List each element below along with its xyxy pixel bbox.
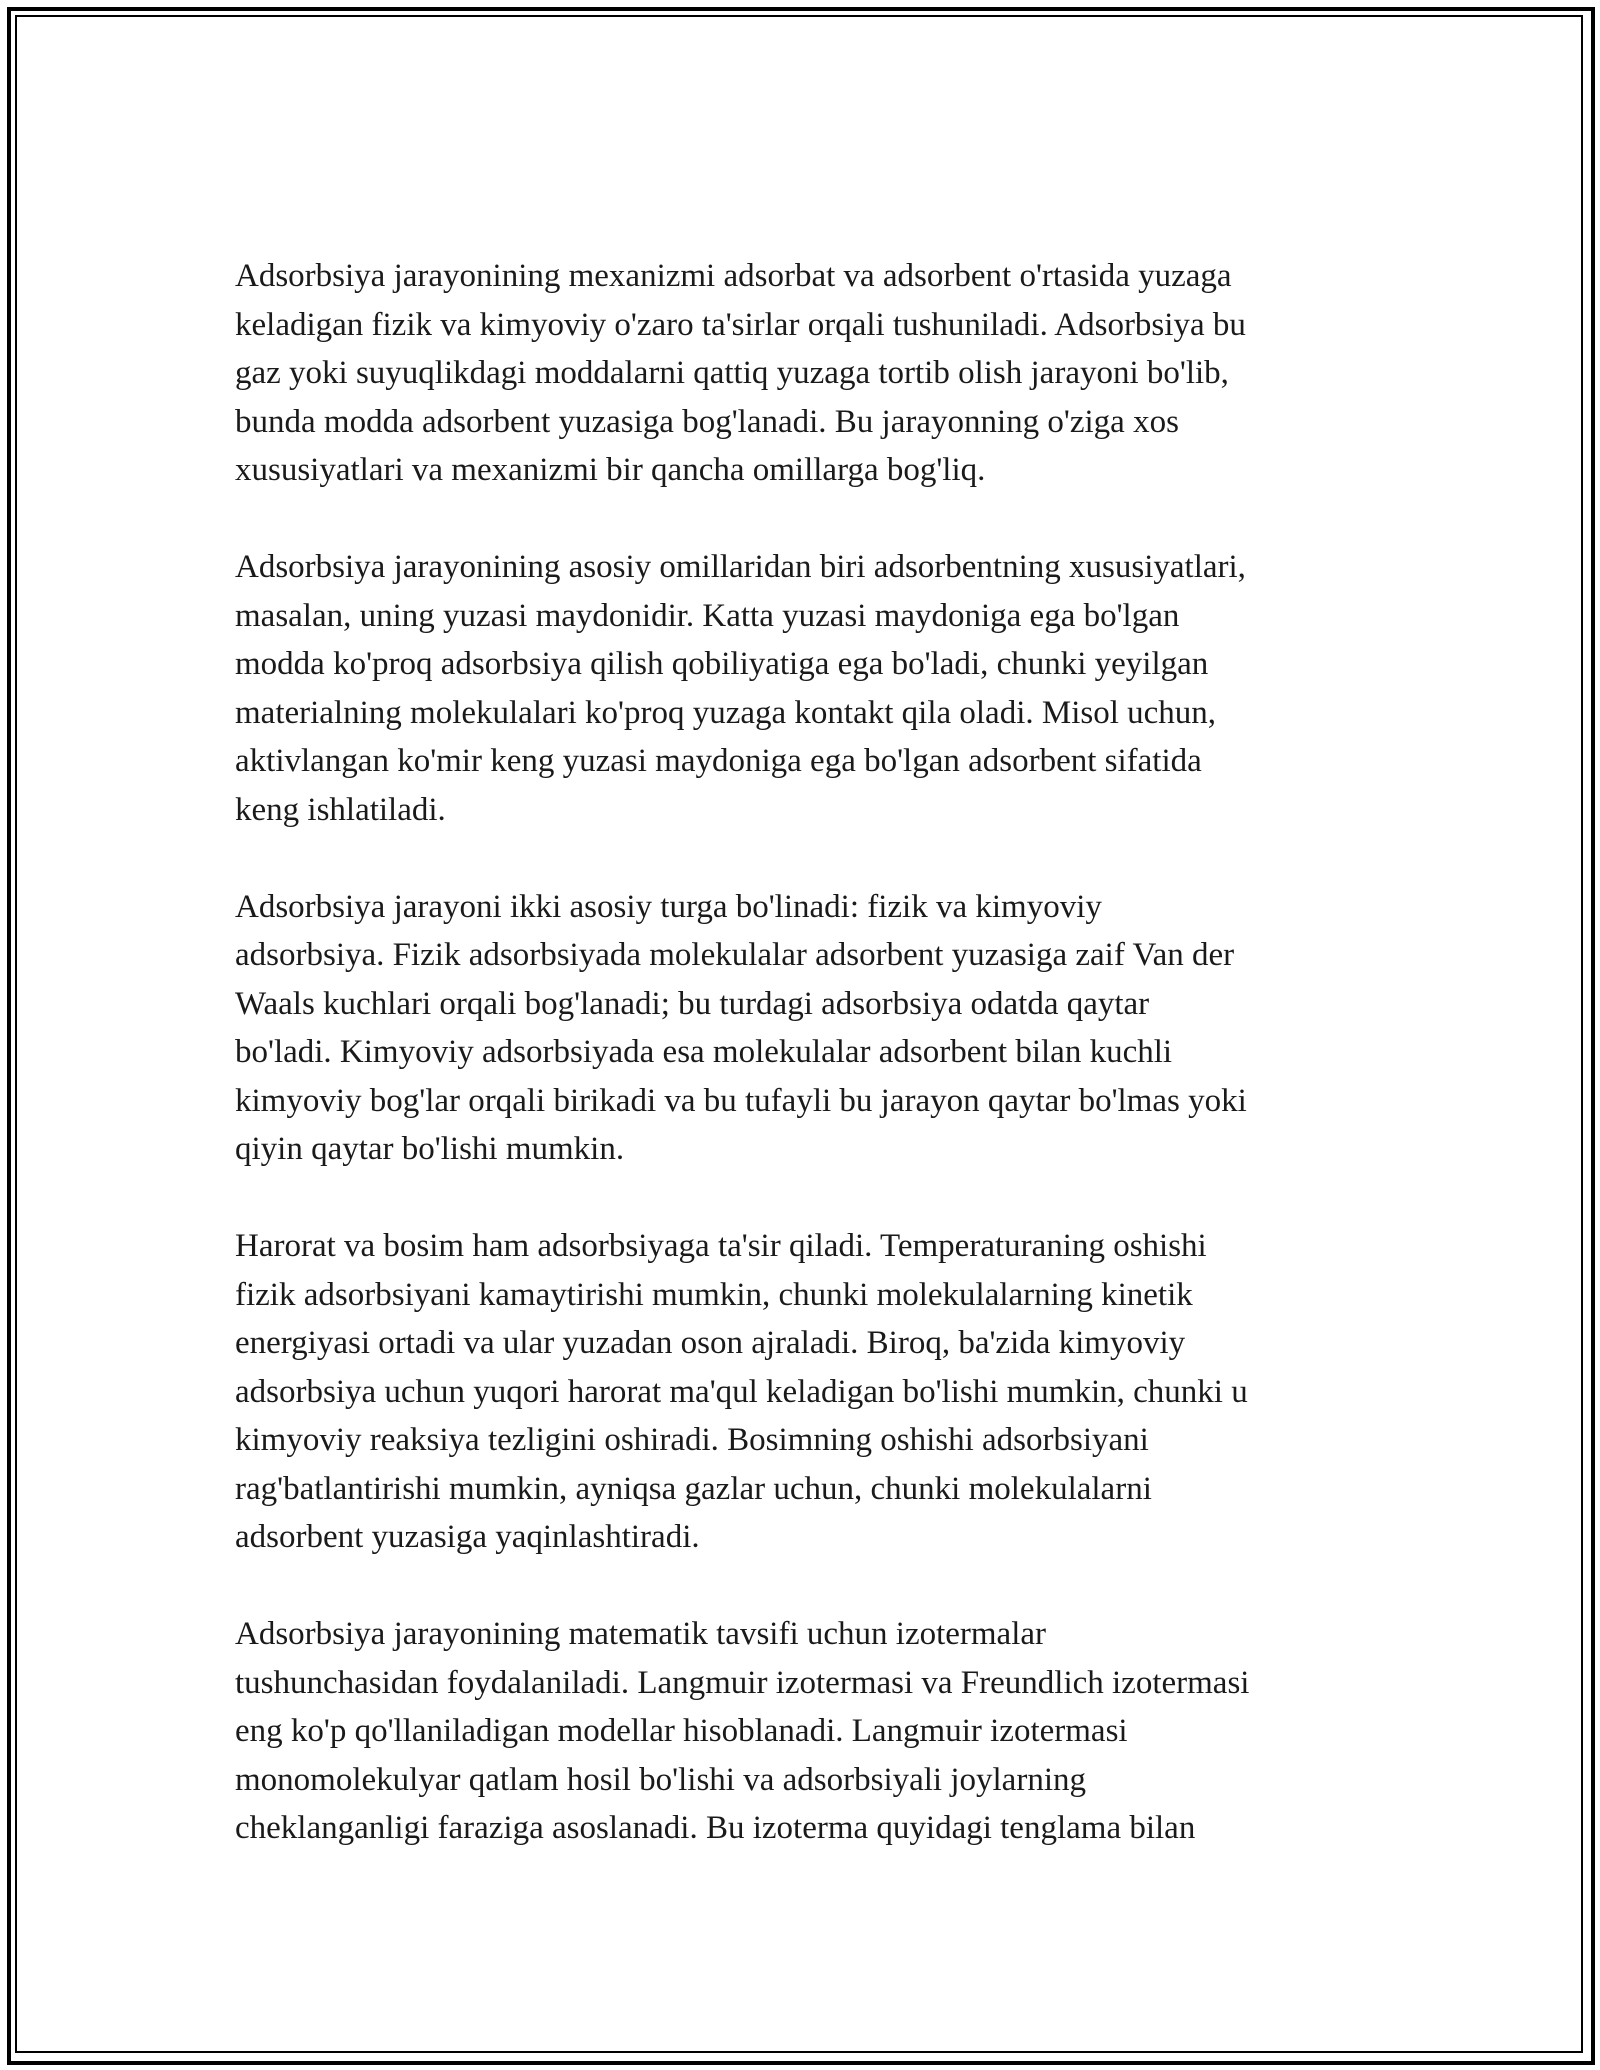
paragraph-3: Adsorbsiya jarayoni ikki asosiy turga bo'linadi: fizik va kimyoviy adsorbsiya. Fizik adsorbsiyada molekulalar adsorbent yuzasiga zaif Van der Waals kuchlari orqali bog'lanadi; bu turdagi adsorbsiya odatda qaytar bo'ladi. Kimyoviy adsorbsiyada esa molekulalar adsorbent bilan kuchli kimyoviy bog'lar orqali birikadi va bu tufayli bu jarayon qaytar bo'lmas yoki qiyin qaytar bo'lishi mumkin. (235, 888, 1247, 1167)
paragraph-1: Adsorbsiya jarayonining mexanizmi adsorbat va adsorbent o'rtasida yuzaga keladigan fizik va kimyoviy o'zaro ta'sirlar orqali tushuniladi. Adsorbsiya bu gaz yoki suyuqlikdagi moddalarni qattiq yuzaga tortib olish jarayoni bo'lib, bunda modda adsorbent yuzasiga bog'lanadi. Bu jarayonning o'ziga xos xususiyatlari va mexanizmi bir qancha omillarga bog'liq. (235, 258, 1246, 488)
document-body (235, 252, 1370, 1853)
paragraph-4: Harorat va bosim ham adsorbsiyaga ta'sir qiladi. Temperaturaning oshishi fizik adsorbsiyani kamaytirishi mumkin, chunki molekulalarning kinetik energiyasi ortadi va ular yuzadan oson ajraladi. Biroq, ba'zida kimyoviy adsorbsiya uchun yuqori harorat ma'qul keladigan bo'lishi mumkin, chunki u kimyoviy reaksiya tezligini oshiradi. Bosimning oshishi adsorbsiyani rag'batlantirishi mumkin, ayniqsa gazlar uchun, chunki molekulalarni adsorbent yuzasiga yaqinlashtiradi. (235, 1228, 1248, 1555)
paragraph-5: Adsorbsiya jarayonining matematik tavsifi uchun izotermalar tushunchasidan foydalaniladi. Langmuir izotermasi va Freundlich izotermasi eng ko'p qo'llaniladigan modellar hisoblanadi. Langmuir izotermasi monomolekulyar qatlam hosil bo'lishi va adsorbsiyali joylarning cheklanganligi faraziga asoslanadi. Bu izoterma quyidagi tenglama bilan (235, 1616, 1250, 1846)
paragraph-2: Adsorbsiya jarayonining asosiy omillaridan biri adsorbentning xususiyatlari, masalan, uning yuzasi maydonidir. Katta yuzasi maydoniga ega bo'lgan modda ko'proq adsorbsiya qilish qobiliyatiga ega bo'ladi, chunki yeyilgan materialning molekulalari ko'proq yuzaga kontakt qila oladi. Misol uchun, aktivlangan ko'mir keng yuzasi maydoniga ega bo'lgan adsorbent sifatida keng ishlatiladi. (235, 549, 1246, 828)
